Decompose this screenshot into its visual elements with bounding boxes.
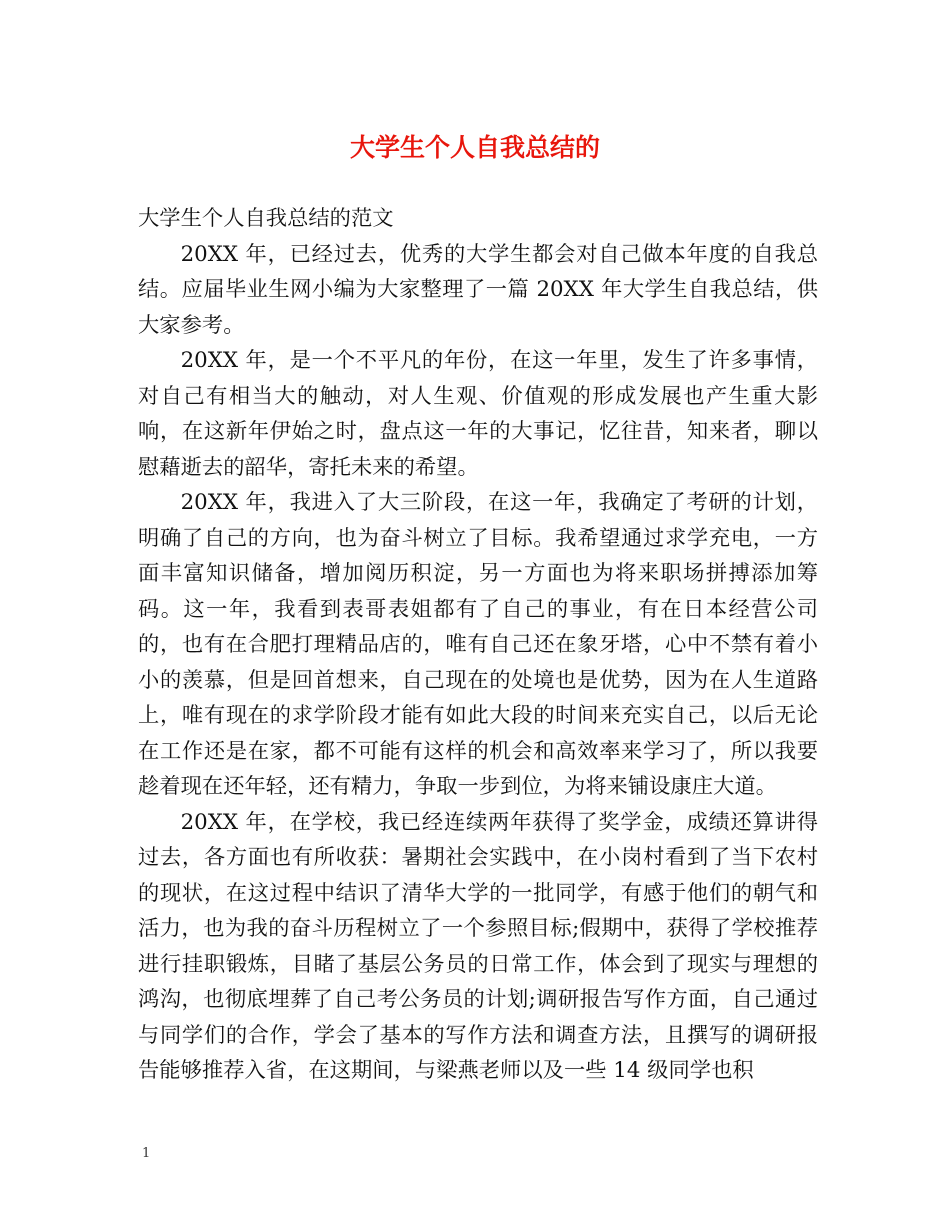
- paragraph-1: 20XX 年，已经过去，优秀的大学生都会对自己做本年度的自我总结。应届毕业生网小编为大家整理了一篇 20XX 年大学生自我总结，供大家参考。: [138, 241, 818, 338]
- document-body: [138, 201, 818, 1089]
- document-title: 大学生个人自我总结的: [349, 133, 600, 162]
- document-subtitle: 大学生个人自我总结的范文: [138, 206, 394, 231]
- paragraph-2: 20XX 年，是一个不平凡的年份，在这一年里，发生了许多事情，对自己有相当大的触动，对人生观、价值观的形成发展也产生重大影响，在这新年伊始之时，盘点这一年的大事记，忆往昔，知来者，聊以慰藉逝去的韶华，寄托未来的希望。: [138, 348, 818, 480]
- paragraph-3: 20XX 年，我进入了大三阶段，在这一年，我确定了考研的计划，明确了自己的方向，也为奋斗树立了目标。我希望通过求学充电，一方面丰富知识储备，增加阅历积淀，另一方面也为将来职场拼搏添加筹码。这一年，我看到表哥表姐都有了自己的事业，有在日本经营公司的，也有在合肥打理精品店的，唯有自己还在象牙塔，心中不禁有着小小的羡慕，但是回首想来，自己现在的处境也是优势，因为在人生道路上，唯有现在的求学阶段才能有如此大段的时间来充实自己，以后无论在工作还是在家，都不可能有这样的机会和高效率来学习了，所以我要趁着现在还年轻，还有精力，争取一步到位，为将来铺设康庄大道。: [138, 490, 818, 799]
- page-number: 1: [142, 1146, 151, 1161]
- paragraph-4: 20XX 年，在学校，我已经连续两年获得了奖学金，成绩还算讲得过去，各方面也有所收获：暑期社会实践中，在小岗村看到了当下农村的现状，在这过程中结识了清华大学的一批同学，有感于他们的朝气和活力，也为我的奋斗历程树立了一个参照目标;假期中，获得了学校推荐进行挂职锻炼，目睹了基层公务员的日常工作，体会到了现实与理想的鸿沟，也彻底埋葬了自己考公务员的计划;调研报告写作方面，自己通过与同学们的合作，学会了基本的写作方法和调查方法，且撰写的调研报告能够推荐入省，在这期间，与梁燕老师以及一些 14 级同学也积: [138, 809, 818, 1083]
